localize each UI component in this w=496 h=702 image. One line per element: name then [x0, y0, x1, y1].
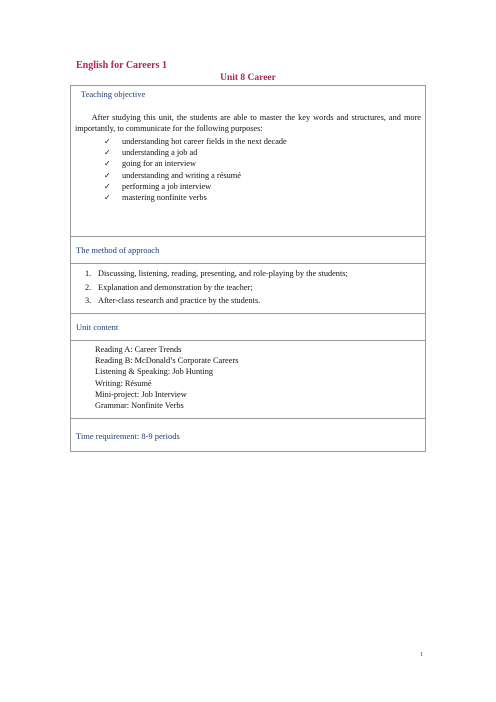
objective-item: ✓ understanding and writing a résumé	[104, 170, 241, 180]
objective-item: ✓ going for an interview	[104, 159, 196, 169]
time-requirement-row	[71, 419, 425, 453]
teaching-objective-heading: Teaching objective	[81, 89, 146, 99]
checkmark-icon: ✓	[104, 170, 111, 180]
checkmark-icon: ✓	[104, 159, 111, 169]
objective-item: ✓ understanding a job ad	[104, 148, 198, 158]
checkmark-icon: ✓	[104, 181, 111, 191]
unit-content-item: Reading B: McDonald’s Corporate Careers	[95, 356, 239, 366]
objective-item: ✓ mastering nonfinite verbs	[104, 193, 207, 203]
unit-content-heading-row	[71, 314, 425, 341]
teaching-objective-section	[71, 86, 425, 237]
method-item: 1. Discussing, listening, reading, presenting, and role-playing by the students;	[85, 269, 348, 278]
unit-content-item: Listening & Speaking: Job Hunting	[95, 367, 213, 377]
method-heading-row	[71, 237, 425, 264]
method-item: 2. Explanation and demonstration by the teacher;	[85, 282, 253, 292]
unit-content-item: Grammar: Nonfinite Verbs	[95, 401, 184, 411]
objective-list	[101, 136, 287, 203]
page-number: 1	[420, 652, 423, 658]
checkmark-icon: ✓	[104, 193, 111, 203]
method-heading: The method of approach	[76, 245, 160, 255]
lesson-plan-table	[70, 85, 426, 452]
checkmark-icon: ✓	[104, 137, 111, 146]
unit-title: Unit 8 Career	[220, 73, 276, 83]
unit-content-item: Reading A: Career Trends	[95, 345, 182, 354]
time-requirement: Time requirement: 8-9 periods	[76, 431, 180, 441]
checkmark-icon: ✓	[104, 148, 111, 158]
method-item: 3. After-class research and practice by the students.	[85, 296, 261, 305]
unit-content-item: Writing: Résumé	[95, 378, 152, 388]
objective-item: ✓ performing a job interview	[104, 181, 212, 191]
teaching-objective-intro: After studying this unit, the students are able to master the key words and structures, and more importantly, to communicate for the following purposes:	[75, 113, 421, 134]
course-title: English for Careers 1	[76, 60, 168, 71]
method-items-row	[71, 264, 425, 314]
unit-content-heading: Unit content	[76, 322, 119, 332]
method-list	[85, 267, 348, 308]
unit-content-items-row	[71, 341, 425, 419]
objective-item: ✓ understanding hot career fields in the next decade	[104, 137, 287, 146]
unit-content-item: Mini-project: Job Interview	[95, 389, 187, 399]
unit-content-list	[95, 344, 238, 411]
